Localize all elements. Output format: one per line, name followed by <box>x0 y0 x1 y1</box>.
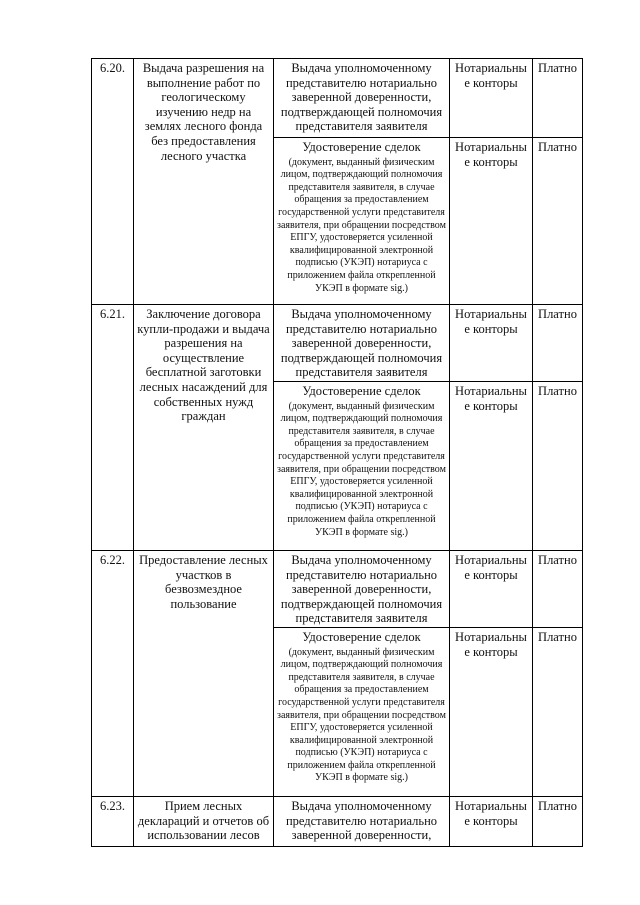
table-row <box>92 796 583 846</box>
document-title: Удостоверение сделок <box>302 140 421 154</box>
issuer-cell: Нотариальные конторы <box>450 796 533 846</box>
document-note: (документ, выданный физическим лицом, подтверждающий полномочия представителя заявителя, в случае обращения за предоставлением государственной услуги представителя заявителя, при обращении посредством ЕПГУ, удостоверяется усиленной квалифицированной электронной подписью (УКЭП) нотариуса с приложением файла открепленной УКЭП в формате sig.) <box>277 156 446 294</box>
issuer-cell: Нотариальные конторы <box>450 138 533 305</box>
services-table <box>91 58 583 847</box>
service-name: Предоставление лесных участков в безвозмездное пользование <box>134 550 274 796</box>
fee-cell: Платно <box>533 796 583 846</box>
document-title: Выдача уполномоченному представителю нотариально заверенной доверенности, подтверждающей полномочия представителя заявителя <box>280 552 443 626</box>
service-name: Выдача разрешения на выполнение работ по геологическому изучению недр на землях лесного фонда без предоставления лесного участка <box>134 59 274 305</box>
document-title: Выдача уполномоченному представителю нотариально заверенной доверенности, подтверждающей полномочия представителя заявителя <box>280 307 443 380</box>
document-cell <box>274 550 450 627</box>
row-number: 6.20. <box>92 59 134 305</box>
row-number: 6.21. <box>92 305 134 551</box>
row-number: 6.22. <box>92 550 134 796</box>
document-cell <box>274 796 450 846</box>
document-title: Выдача уполномоченному представителю нотариально заверенной доверенности, подтверждающей полномочия представителя заявителя <box>280 61 443 134</box>
document-cell <box>274 138 450 305</box>
issuer-cell: Нотариальные конторы <box>450 381 533 550</box>
document-title: Удостоверение сделок <box>302 629 421 644</box>
service-name: Заключение договора купли-продажи и выдача разрешения на осуществление бесплатной заготовки лесных насаждений для собственных нужд граждан <box>134 305 274 551</box>
fee-cell: Платно <box>533 381 583 550</box>
document-title: Выдача уполномоченному представителю нотариально заверенной доверенности, <box>285 798 438 843</box>
fee-cell: Платно <box>533 627 583 796</box>
issuer-cell: Нотариальные конторы <box>450 627 533 796</box>
table-row <box>92 59 583 138</box>
issuer-cell: Нотариальные конторы <box>450 550 533 627</box>
service-name: Прием лесных деклараций и отчетов об использовании лесов <box>134 796 274 846</box>
fee-cell: Платно <box>533 550 583 627</box>
document-cell <box>274 627 450 796</box>
row-number: 6.23. <box>92 796 134 846</box>
document-title: Удостоверение сделок <box>302 383 421 398</box>
fee-cell: Платно <box>533 138 583 305</box>
document-cell <box>274 305 450 382</box>
table-row <box>92 305 583 382</box>
issuer-cell: Нотариальные конторы <box>450 305 533 382</box>
document-note: (документ, выданный физическим лицом, подтверждающий полномочия представителя заявителя, в случае обращения за предоставлением государственной услуги представителя заявителя, при обращении посредством ЕПГУ, удостоверяется усиленной квалифицированной электронной подписью (УКЭП) нотариуса с приложением файла открепленной УКЭП в формате sig.) <box>277 646 446 784</box>
table-row <box>92 550 583 627</box>
document-cell <box>274 59 450 138</box>
issuer-cell: Нотариальные конторы <box>450 59 533 138</box>
document-note: (документ, выданный физическим лицом, подтверждающий полномочия представителя заявителя, в случае обращения за предоставлением государственной услуги представителя заявителя, при обращении посредством ЕПГУ, удостоверяется усиленной квалифицированной электронной подписью (УКЭП) нотариуса с приложением файла открепленной УКЭП в формате sig.) <box>277 400 446 538</box>
fee-cell: Платно <box>533 59 583 138</box>
document-cell <box>274 381 450 550</box>
fee-cell: Платно <box>533 305 583 382</box>
